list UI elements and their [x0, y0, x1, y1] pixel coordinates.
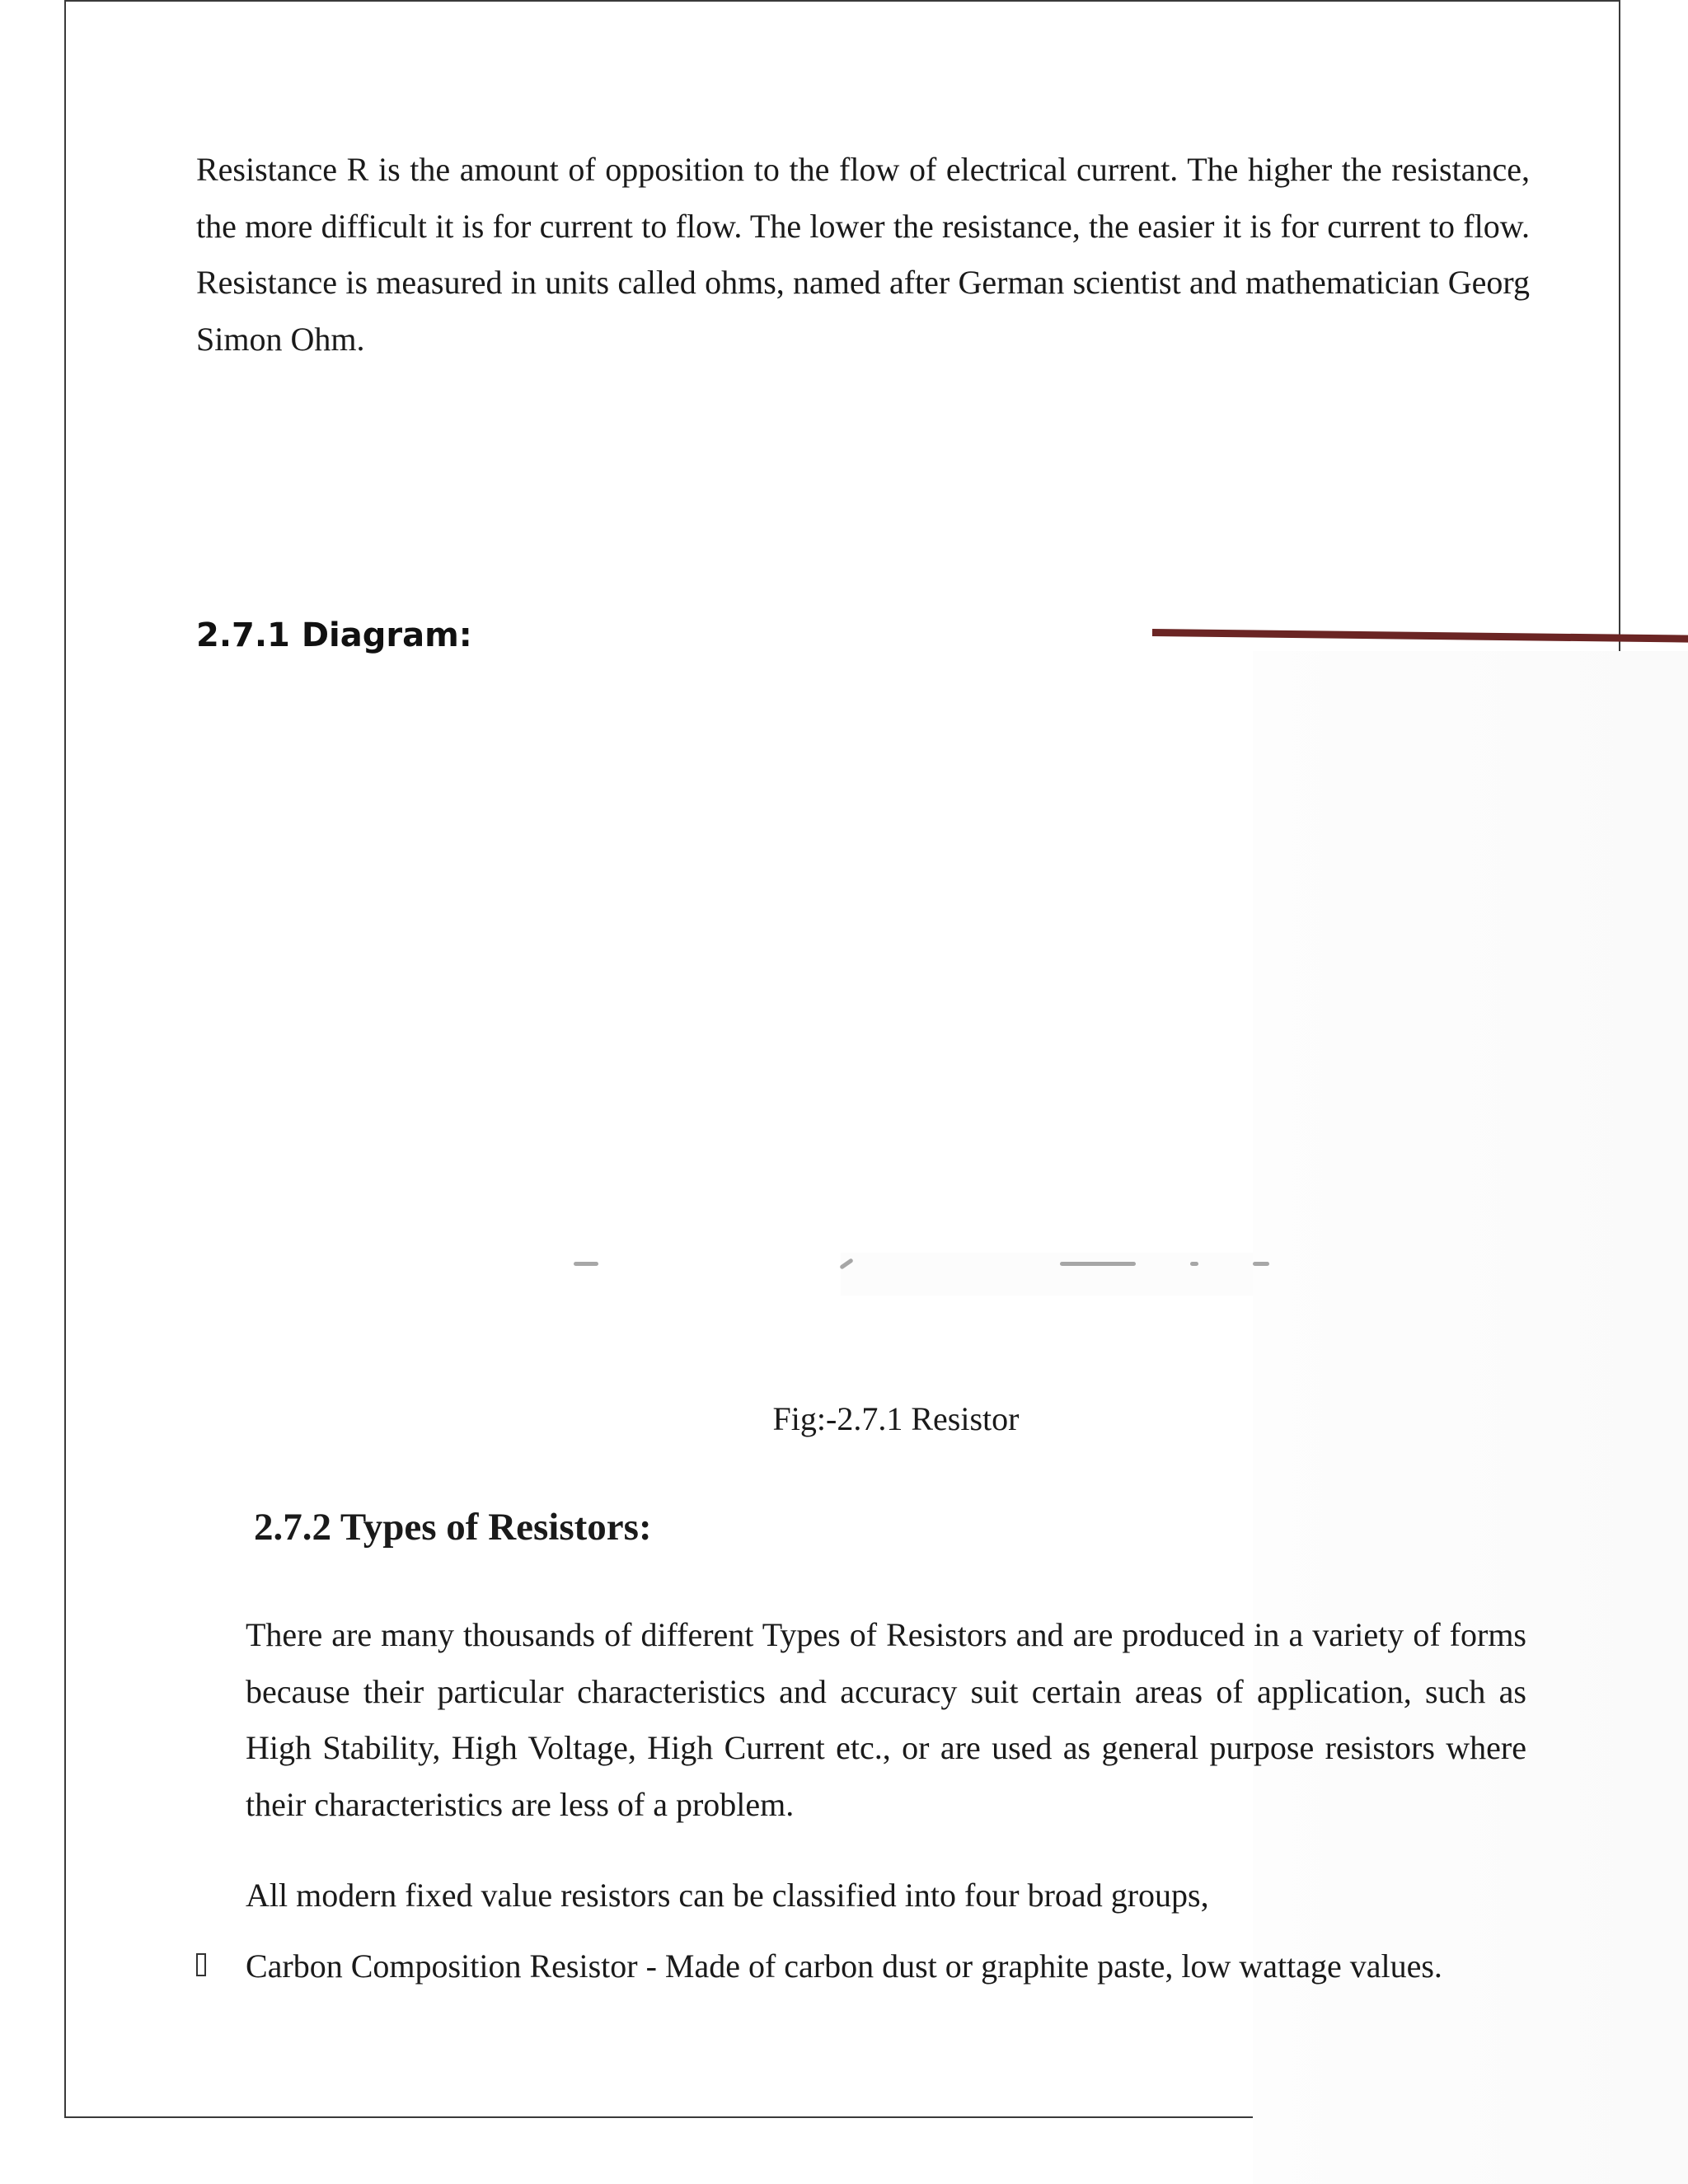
figure-caption: Fig:-2.7.1 Resistor [772, 1400, 1020, 1437]
types-heading: 2.7.2 Types of Resistors: [254, 1506, 652, 1549]
list-item-text: Carbon Composition Resistor - Made of carbon dust or graphite paste, low wattage values. [246, 1947, 1442, 1985]
figure-fragment [1253, 1262, 1269, 1266]
diagram-heading: 2.7.1 Diagram: [196, 616, 472, 654]
figure-fragment [574, 1262, 598, 1266]
bullet-glyph-icon [196, 1953, 206, 1976]
figure-image-base [841, 1253, 1253, 1296]
figure-fragment [1060, 1262, 1136, 1266]
types-paragraph: There are many thousands of different Types of Resistors and are produced in a variety of forms because their particular characteristics and accuracy suit certain areas of application, such as High Stability, High Voltage, High Current etc., or are used as general purpose resistors where their characteristics are less of a problem. [246, 1616, 1526, 1823]
figure-fragment [1190, 1262, 1198, 1266]
intro-paragraph: Resistance R is the amount of opposition to the flow of electrical current. The higher the resistance, the more difficult it is for current to flow. The lower the resistance, the easier it is for current to flow. Resistance is measured in units called ohms, named after German scientist and mathematician Georg Simon Ohm. [196, 151, 1530, 358]
groups-intro: All modern fixed value resistors can be classified into four broad groups, [246, 1877, 1209, 1914]
